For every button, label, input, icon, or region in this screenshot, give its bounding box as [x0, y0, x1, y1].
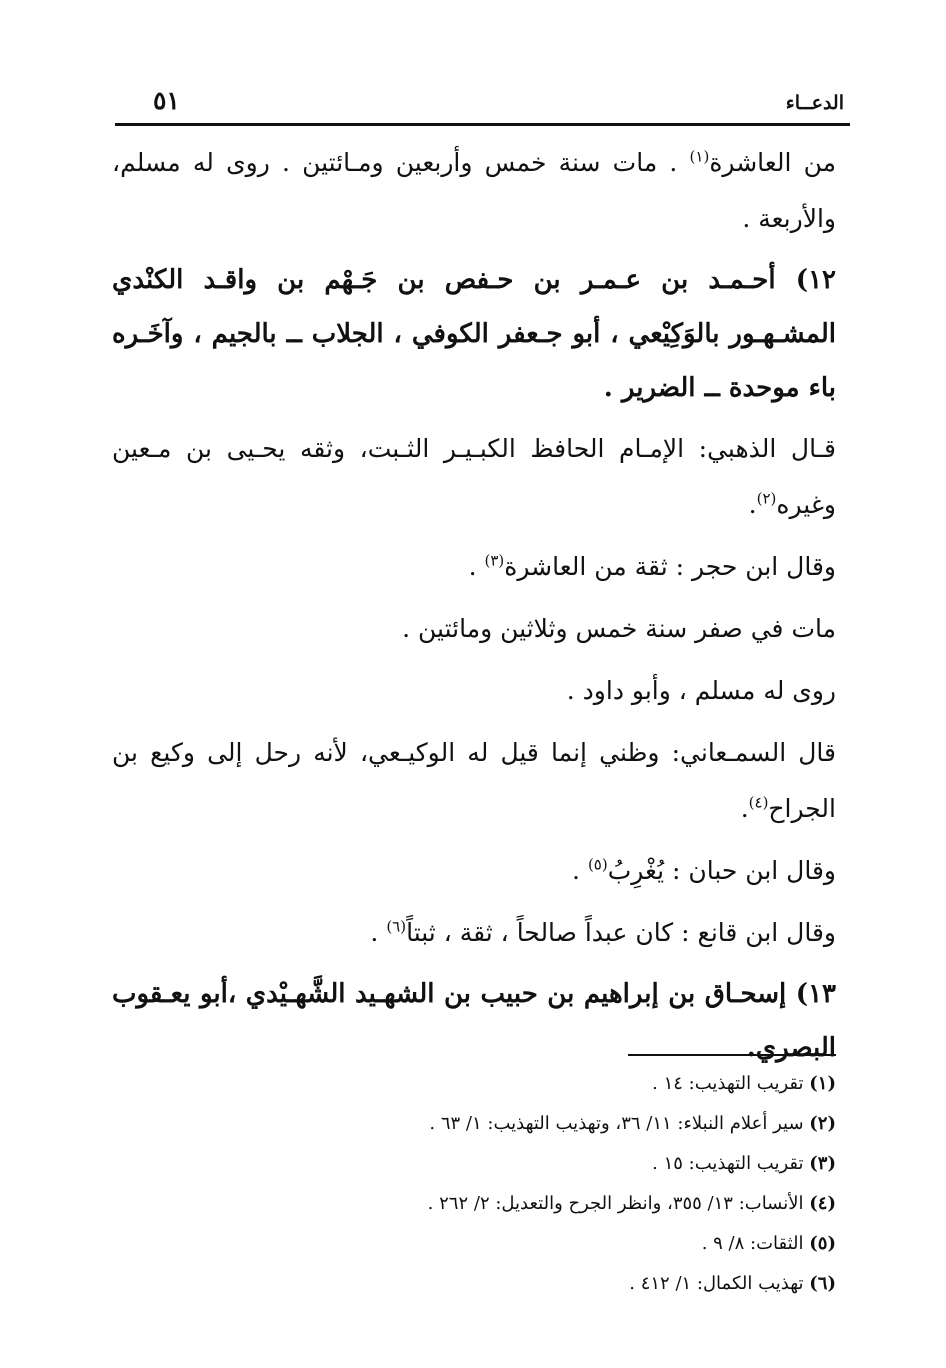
paragraph [112, 905, 836, 961]
footnote-number: (٤) [809, 1193, 836, 1214]
paragraph-tail: . [468, 552, 485, 581]
footnote-number: (١) [809, 1073, 836, 1094]
paragraph [112, 843, 836, 899]
entry-heading-text: ١٣) إسحـاق بن إبراهيم بن حبيب بن الشهـيد الشَّهـيْدي ،أبو يعـقوب البصري. [112, 979, 836, 1063]
footnote-number: (٣) [809, 1153, 836, 1174]
footnote-number: (٢) [809, 1113, 836, 1134]
footnote [300, 1064, 836, 1104]
paragraph-text: وقال ابن حجر : ثقة من العاشرة [504, 552, 836, 581]
footnote-ref[interactable]: (٥) [587, 855, 608, 874]
footnote [300, 1264, 836, 1304]
footnote-number: (٥) [809, 1233, 836, 1254]
paragraph-text: وقال ابن حبان : يُغْرِبُ [607, 856, 836, 885]
footnote [300, 1144, 836, 1184]
header-rule [115, 123, 850, 126]
paragraph-tail: . [370, 918, 387, 947]
paragraph-text: وقال ابن قانع : كان عبداً صالحاً ، ثقة ، ثبتاً [406, 918, 836, 947]
footnote [300, 1184, 836, 1224]
footnote-ref[interactable]: (٣) [484, 551, 505, 570]
footnotes [300, 1064, 836, 1304]
paragraph-tail: . [572, 856, 588, 885]
paragraph-tail: . [748, 490, 757, 519]
entry-heading [112, 967, 836, 1075]
paragraph [112, 601, 836, 657]
paragraph-tail: . مات سنة خمس وأربعين ومـائتين . روى له مسلم، والأربعة . [112, 148, 836, 233]
main-text [112, 135, 836, 1075]
paragraph [112, 663, 836, 719]
footnote-text: تقريب التهذيب: ١٤ . [652, 1073, 804, 1094]
paragraph [112, 539, 836, 595]
footnote-text: الثقات: ٨/ ٩ . [701, 1233, 804, 1254]
paragraph-text: مات في صفر سنة خمس وثلاثين ومائتين . [402, 614, 836, 643]
paragraph [112, 135, 836, 247]
entry-heading-text: ١٢) أحـمـد بن عـمـر بن حـفص بن جَـهْم بن واقـد الكنْدي المشـهـور بالوَكِيْعي ، أبو جـعفر الكوفي ، الجلاب ــ بالجيم ، وآخَـره باء موحدة ــ الضرير . [112, 265, 836, 403]
running-title: الدعــاء [785, 92, 844, 114]
footnote-number: (٦) [809, 1273, 836, 1294]
footnote-separator [628, 1054, 836, 1056]
running-header [115, 86, 850, 122]
footnote-ref[interactable]: (٤) [748, 793, 769, 812]
footnote-text: تقريب التهذيب: ١٥ . [652, 1153, 804, 1174]
footnote-ref[interactable]: (١) [689, 147, 710, 166]
paragraph-text: من العاشرة [709, 148, 836, 177]
footnote [300, 1104, 836, 1144]
footnote-text: سير أعلام النبلاء: ١١/ ٣٦، وتهذيب التهذيب: ١/ ٦٣ . [429, 1113, 804, 1134]
paragraph-tail: . [740, 794, 749, 823]
page-number: ٥١ [153, 86, 180, 115]
footnote [300, 1224, 836, 1264]
footnote-ref[interactable]: (٢) [756, 489, 777, 508]
footnote-text: تهذيب الكمال: ١/ ٤١٢ . [629, 1273, 804, 1294]
paragraph-text: روى له مسلم ، وأبو داود . [566, 676, 836, 705]
paragraph [112, 421, 836, 533]
footnote-ref[interactable]: (٦) [386, 917, 407, 936]
footnote-text: الأنساب: ١٣/ ٣٥٥، وانظر الجرح والتعديل: ٢/ ٢٦٢ . [427, 1193, 804, 1214]
paragraph [112, 725, 836, 837]
paragraph-text: قال السمـعاني: وظني إنما قيل له الوكيـعي، لأنه رحل إلى وكيع بن الجراح [112, 738, 836, 823]
paragraph-text: قـال الذهبي: الإمـام الحافظ الكبـيـر الثـبت، وثقه يحـيى بن مـعين وغيره [112, 434, 836, 519]
entry-heading [112, 253, 836, 415]
